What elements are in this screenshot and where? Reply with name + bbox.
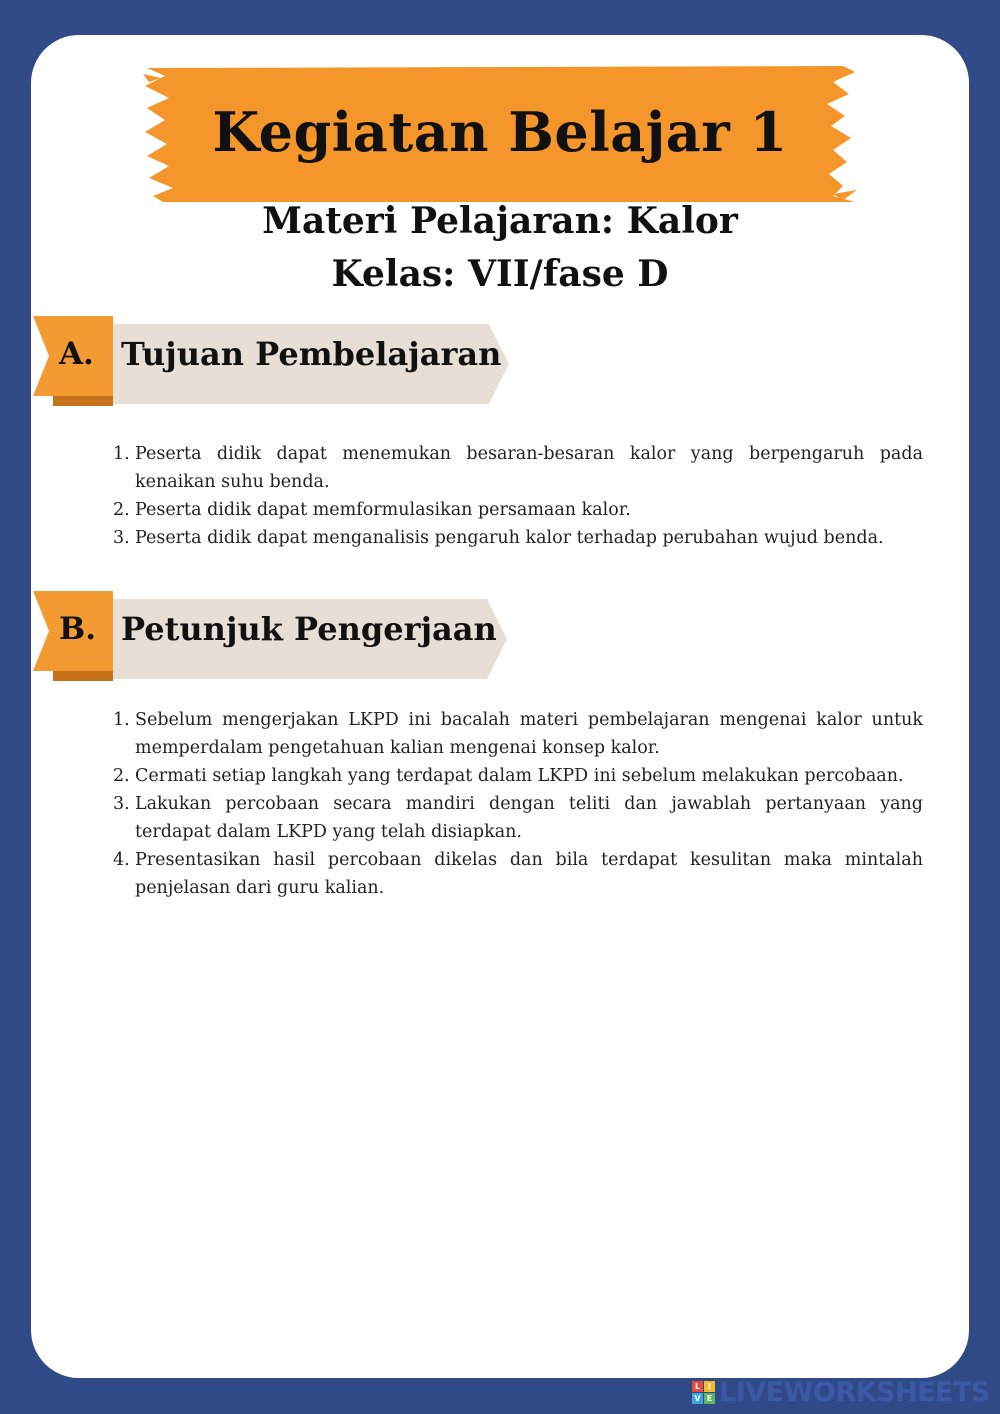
list-item-text: Cermati setiap langkah yang terdapat dalam LKPD ini sebelum melakukan percobaan. xyxy=(135,766,904,786)
list-item-text: Peserta didik dapat menemukan besaran-besaran kalor yang berpengaruh pada kenaikan suhu benda. xyxy=(135,444,923,492)
list-item xyxy=(113,440,923,496)
list-item-number: 1. xyxy=(113,710,130,730)
list-item-text: Lakukan percobaan secara mandiri dengan teliti dan jawablah pertanyaan yang terdapat dalam LKPD yang telah disiapkan. xyxy=(135,794,923,842)
liveworksheets-logo-icon xyxy=(692,1381,715,1404)
list-item xyxy=(113,846,923,902)
page-title: Kegiatan Belajar 1 xyxy=(212,100,788,164)
logo-letter: I xyxy=(704,1381,715,1392)
list-item xyxy=(113,762,923,790)
list-item-text: Peserta didik dapat menganalisis pengaruh kalor terhadap perubahan wujud benda. xyxy=(135,528,884,548)
list-item xyxy=(113,790,923,846)
list-item-number: 3. xyxy=(113,794,130,814)
section-a-letter: A. xyxy=(59,336,94,372)
liveworksheets-watermark[interactable] xyxy=(692,1377,990,1407)
logo-letter: E xyxy=(704,1393,715,1404)
list-item-text: Presentasikan hasil percobaan dikelas dan bila terdapat kesulitan maka mintalah penjelasan dari guru kalian. xyxy=(135,850,923,898)
list-item xyxy=(113,706,923,762)
section-a-header xyxy=(31,316,511,406)
list-item xyxy=(113,524,923,552)
section-b-letter: B. xyxy=(59,611,96,647)
class-heading: Kelas: VII/fase D xyxy=(331,253,669,295)
list-item-number: 2. xyxy=(113,766,130,786)
watermark-text: LIVEWORKSHEETS xyxy=(719,1376,990,1408)
logo-letter: L xyxy=(692,1381,703,1392)
list-item-number: 2. xyxy=(113,500,130,520)
section-a-title: Tujuan Pembelajaran xyxy=(121,335,502,373)
subject-heading: Materi Pelajaran: Kalor xyxy=(262,200,738,242)
section-b-title: Petunjuk Pengerjaan xyxy=(121,610,497,648)
learning-objectives-list xyxy=(113,440,923,552)
title-banner xyxy=(143,64,857,204)
list-item-text: Sebelum mengerjakan LKPD ini bacalah materi pembelajaran mengenai kalor untuk memperdalam pengetahuan kalian mengenai konsep kalor. xyxy=(135,710,923,758)
logo-letter: V xyxy=(692,1393,703,1404)
list-item-number: 1. xyxy=(113,444,130,464)
list-item-number: 4. xyxy=(113,850,130,870)
instructions-list xyxy=(113,706,923,902)
list-item-number: 3. xyxy=(113,528,130,548)
list-item xyxy=(113,496,923,524)
list-item-text: Peserta didik dapat memformulasikan persamaan kalor. xyxy=(135,500,631,520)
section-b-header xyxy=(31,591,511,681)
